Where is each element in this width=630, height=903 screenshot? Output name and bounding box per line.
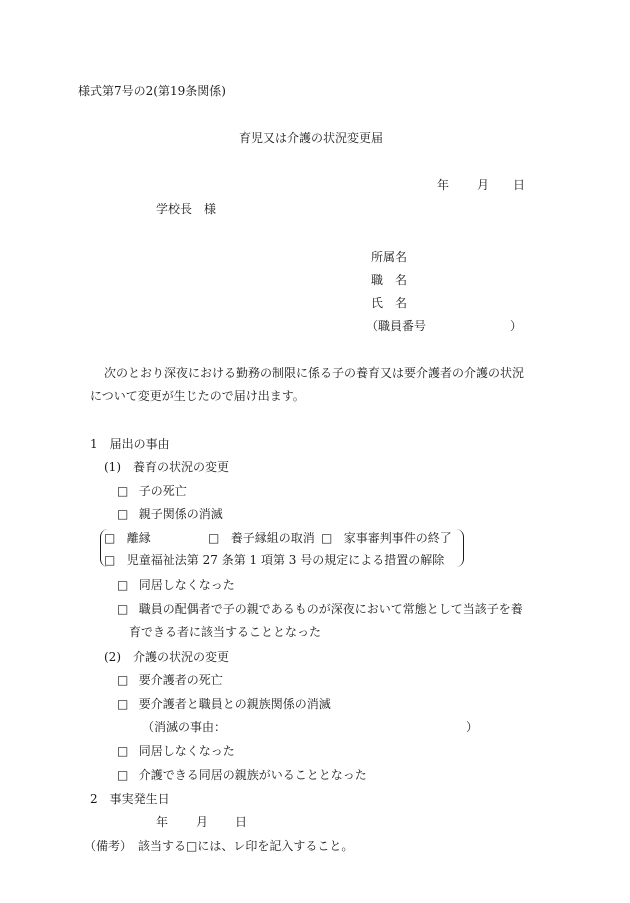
checkbox[interactable]: □ xyxy=(104,531,116,545)
intro-line-2: について変更が生じたので届け出ます。 xyxy=(90,389,305,403)
checkbox[interactable]: □ xyxy=(321,531,333,545)
option-relative-able xyxy=(117,768,367,782)
position-label: 職 名 xyxy=(371,273,408,287)
extinction-reason-label: （消滅の事由： xyxy=(142,720,227,734)
occurrence-year: 年 xyxy=(156,815,169,829)
occurrence-month: 月 xyxy=(196,815,209,829)
option-label: 介護できる同居の親族がいることとなった xyxy=(138,768,367,782)
date-year: 年 xyxy=(437,178,450,192)
staff-number-label: （職員番号 ） xyxy=(366,319,523,333)
option-no-longer-cohabit-care xyxy=(117,744,235,758)
option-label: 児童福祉法第 27 条第 1 項第 3 号の規定による措置の解除 xyxy=(126,553,445,567)
addressee: 学校長 様 xyxy=(156,202,217,216)
remarks: （備考） 該当する□には、レ印を記入すること。 xyxy=(84,839,354,853)
option-label: 親子関係の消滅 xyxy=(138,507,223,521)
option-label: 要介護者と職員との親族関係の消滅 xyxy=(138,697,331,711)
option-label: 同居しなくなった xyxy=(138,578,235,592)
option-spouse-caregiver xyxy=(117,602,523,616)
extinction-reason-close: ） xyxy=(466,720,479,734)
page-title: 育児又は介護の状況変更届 xyxy=(239,131,384,145)
option-no-longer-cohabit-child xyxy=(117,578,235,592)
section1-heading: 1 届出の事由 xyxy=(90,437,170,451)
option-label: 同居しなくなった xyxy=(138,744,235,758)
checkbox[interactable]: □ xyxy=(117,768,129,782)
affiliation-label: 所属名 xyxy=(371,250,408,264)
checkbox[interactable]: □ xyxy=(117,602,129,616)
checkbox[interactable]: □ xyxy=(104,553,116,567)
form-number: 様式第7号の2(第19条関係) xyxy=(78,84,226,98)
checkbox[interactable]: □ xyxy=(117,578,129,592)
option-child-death xyxy=(117,484,187,498)
sub2-heading: (2) 介護の状況の変更 xyxy=(104,650,229,664)
sub1-heading: (1) 養育の状況の変更 xyxy=(104,460,229,474)
option-label: 家事審判事件の終了 xyxy=(343,531,452,545)
option-label: 離縁 xyxy=(126,531,151,545)
option-child-welfare xyxy=(104,553,444,567)
occurrence-day: 日 xyxy=(235,815,248,829)
section2-heading: 2 事実発生日 xyxy=(90,792,170,806)
option-label: 職員の配偶者で子の親であるものが深夜において常態として当該子を養 xyxy=(138,602,523,616)
option-parent-relation xyxy=(117,507,223,521)
checkbox[interactable]: □ xyxy=(117,673,129,687)
option-care-death xyxy=(117,673,223,687)
option-divorce xyxy=(104,531,151,545)
checkbox[interactable]: □ xyxy=(208,531,220,545)
option-label: 子の死亡 xyxy=(138,484,187,498)
checkbox[interactable]: □ xyxy=(117,507,129,521)
intro-line-1: 次のとおり深夜における勤務の制限に係る子の養育又は要介護者の介護の状況 xyxy=(104,366,525,380)
option-label: 要介護者の死亡 xyxy=(138,673,223,687)
date-month: 月 xyxy=(477,178,490,192)
option-adoption-cancel xyxy=(208,531,315,545)
date-day: 日 xyxy=(513,178,526,192)
option-label: 養子縁組の取消 xyxy=(230,531,315,545)
name-label: 氏 名 xyxy=(371,296,408,310)
checkbox[interactable]: □ xyxy=(117,697,129,711)
option-family-court-end xyxy=(321,531,452,545)
checkbox[interactable]: □ xyxy=(117,484,129,498)
option-spouse-caregiver-cont: 育できる者に該当することとなった xyxy=(129,625,322,639)
checkbox[interactable]: □ xyxy=(117,744,129,758)
extinction-reason-input[interactable] xyxy=(228,720,464,734)
option-care-relation xyxy=(117,697,331,711)
